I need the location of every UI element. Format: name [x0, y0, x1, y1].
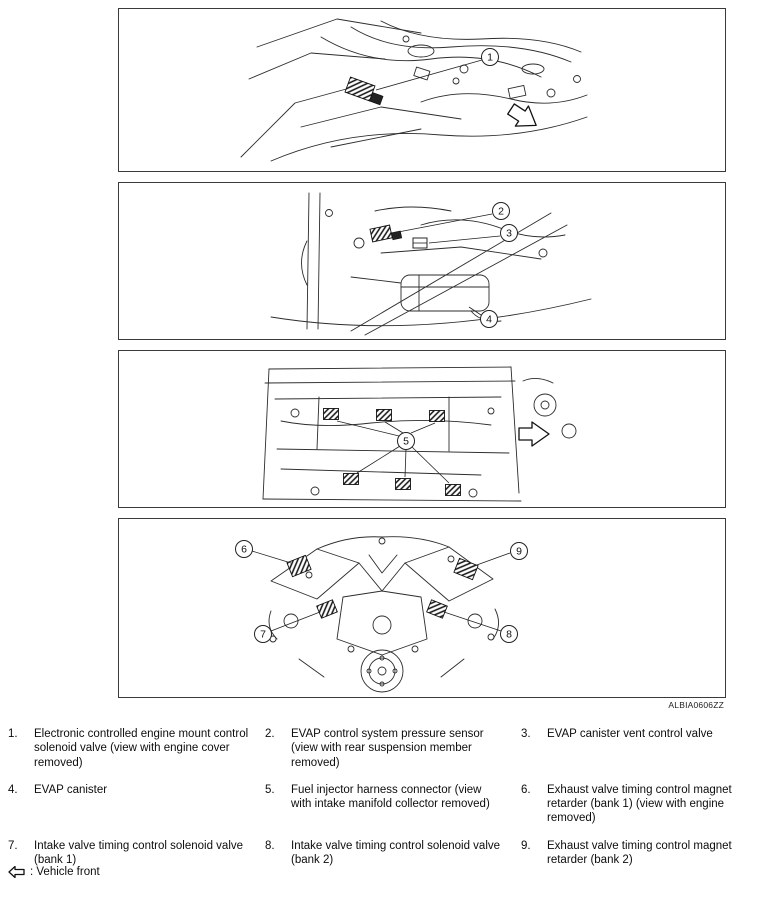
engine-linework [241, 19, 587, 161]
intake-vtc-solenoid-bank1-part [317, 600, 338, 618]
svg-text:8: 8 [506, 628, 512, 641]
callout-3 [501, 225, 518, 242]
callout-1-leader [376, 60, 482, 90]
magnet-retarder-bank1-part [287, 555, 311, 576]
callout-2-leader [393, 214, 492, 233]
intake-vtc-solenoid-bank2-part [427, 600, 448, 618]
callout-6 [236, 541, 253, 558]
panel-engine-front-view [118, 518, 726, 698]
legend-item-number: 6. [521, 783, 531, 796]
legend [8, 727, 774, 867]
engine-side-view-drawing [119, 351, 725, 507]
legend-item-text: EVAP canister vent control valve [547, 728, 713, 740]
magnet-retarder-bank2-part [454, 558, 478, 579]
callout-4 [481, 311, 498, 328]
callout-6-leader [252, 551, 291, 563]
vehicle-front-note [8, 866, 100, 878]
engine-top-view-drawing [119, 9, 725, 171]
callout-7-leader [271, 612, 320, 631]
legend-item-text: Exhaust valve timing control magnet retarder (bank 2) [547, 839, 732, 866]
legend-item-text: Exhaust valve timing control magnet retarder (bank 1) (view with engine removed) [547, 783, 732, 825]
callout-3-leader [429, 236, 500, 243]
engine-front-view-drawing [119, 519, 725, 697]
panel-rear-underbody-view [118, 182, 726, 340]
callout-8 [501, 626, 518, 643]
rear-underbody-drawing [119, 183, 725, 339]
engine-mount-solenoid-valve-part [345, 77, 383, 105]
legend-item-number: 5. [265, 783, 275, 796]
figure-code: ALBIA0606ZZ [668, 700, 724, 710]
callout-1 [482, 49, 499, 66]
evap-pressure-sensor-part [370, 225, 402, 242]
panel-engine-top-view [118, 8, 726, 172]
callout-7 [255, 626, 272, 643]
callout-2 [493, 203, 510, 220]
legend-item-number: 9. [521, 839, 531, 852]
svg-text:9: 9 [516, 545, 522, 558]
svg-text:1: 1 [487, 51, 493, 64]
callout-5 [398, 433, 415, 450]
legend-item-number: 3. [521, 728, 531, 740]
svg-text:2: 2 [498, 205, 504, 218]
legend-item-number: 4. [8, 783, 18, 796]
svg-text:7: 7 [260, 628, 266, 641]
vehicle-front-label: : Vehicle front [30, 866, 100, 878]
svg-text:6: 6 [241, 543, 247, 556]
legend-item-number: 2. [265, 728, 275, 740]
legend-item-text: EVAP control system pressure sensor (view with rear suspension member removed) [291, 728, 484, 769]
evap-vent-valve-part [413, 238, 427, 248]
legend-item-text: Fuel injector harness connector (view with intake manifold collector removed) [291, 783, 490, 810]
legend-item-text: EVAP canister [34, 783, 108, 796]
legend-item-number: 7. [8, 839, 18, 852]
legend-item-number: 8. [265, 839, 275, 852]
panel-engine-side-view [118, 350, 726, 508]
underbody-linework [271, 193, 591, 335]
legend-item-text: Intake valve timing control solenoid valve (bank 1) [34, 839, 244, 866]
legend-item-number: 1. [8, 728, 18, 740]
vehicle-front-arrow-icon [8, 866, 25, 878]
callout-9 [511, 543, 528, 560]
svg-text:4: 4 [486, 313, 492, 326]
legend-item-text: Electronic controlled engine mount control solenoid valve (view with engine cover removed) [34, 728, 249, 769]
callout-9-leader [474, 553, 510, 566]
direction-arrow-icon [519, 422, 549, 446]
svg-text:3: 3 [506, 227, 512, 240]
legend-item-text: Intake valve timing control solenoid valve (bank 2) [291, 839, 501, 866]
svg-text:5: 5 [403, 435, 409, 448]
